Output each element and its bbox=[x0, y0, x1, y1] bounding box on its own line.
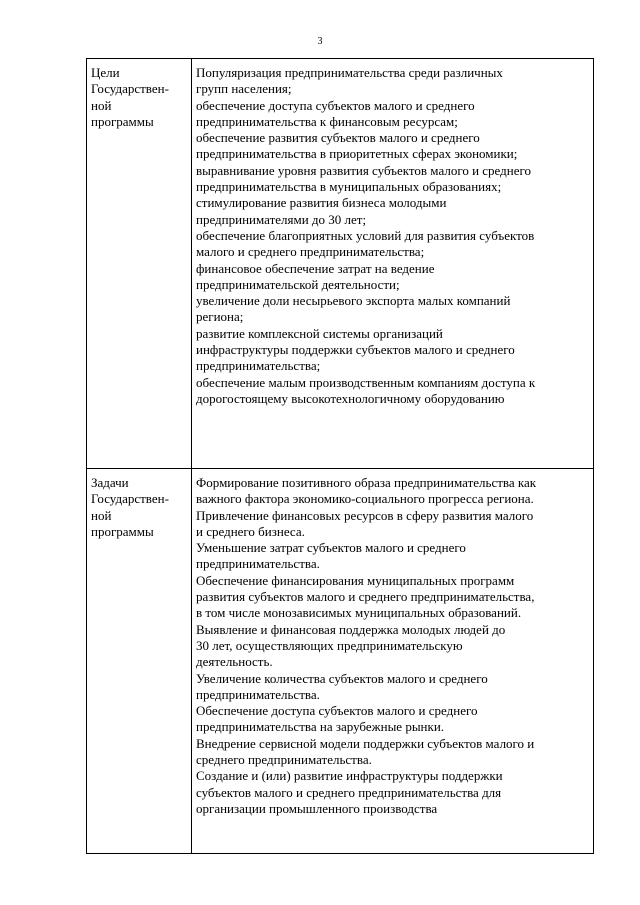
content-line: в том числе монозависимых муниципальных образований. bbox=[196, 605, 522, 621]
content-line: предпринимательства к финансовым ресурсам; bbox=[196, 113, 458, 129]
content-line: малого и среднего предпринимательства; bbox=[196, 244, 425, 260]
program-passport-table bbox=[86, 58, 594, 854]
content-line: предпринимательства. bbox=[196, 556, 320, 572]
content-line: предпринимательства в приоритетных сферах экономики; bbox=[196, 146, 518, 162]
content-line: групп населения; bbox=[196, 81, 292, 97]
content-line: Уменьшение затрат субъектов малого и среднего bbox=[196, 540, 466, 556]
row-label-goals bbox=[87, 59, 192, 469]
label-line: Задачи bbox=[91, 475, 129, 490]
content-line: Привлечение финансовых ресурсов в сферу развития малого bbox=[196, 507, 534, 523]
content-line: Выявление и финансовая поддержка молодых людей до bbox=[196, 621, 506, 637]
content-line: выравнивание уровня развития субъектов малого и среднего bbox=[196, 162, 532, 178]
content-line: дорогостоящему высокотехнологичному оборудованию bbox=[196, 390, 505, 406]
content-line: обеспечение малым производственным компаниям доступа к bbox=[196, 374, 536, 390]
content-line: предпринимательства; bbox=[196, 358, 321, 374]
content-line: обеспечение благоприятных условий для развития субъектов bbox=[196, 227, 535, 243]
label-line: ной bbox=[91, 507, 112, 523]
content-line: обеспечение развития субъектов малого и среднего bbox=[196, 130, 480, 146]
content-line: Внедрение сервисной модели поддержки субъектов малого и bbox=[196, 735, 535, 751]
row-label-tasks bbox=[87, 469, 192, 854]
content-line: Популяризация предпринимательства среди различных bbox=[196, 65, 503, 80]
content-line: субъектов малого и среднего предпринимательства для bbox=[196, 784, 502, 800]
content-line: предпринимательства. bbox=[196, 686, 320, 702]
label-line: Государствен- bbox=[91, 81, 169, 97]
content-line: предпринимателями до 30 лет; bbox=[196, 211, 367, 227]
content-line: 30 лет, осуществляющих предпринимательскую bbox=[196, 637, 463, 653]
content-line: важного фактора экономико-социального прогресса региона. bbox=[196, 491, 534, 507]
content-line: предпринимательства в муниципальных образованиях; bbox=[196, 179, 502, 195]
content-line: Создание и (или) развитие инфраструктуры поддержки bbox=[196, 768, 503, 784]
content-line: организации промышленного производства bbox=[196, 800, 438, 816]
table-row bbox=[87, 59, 594, 469]
content-line: предпринимательства на зарубежные рынки. bbox=[196, 719, 445, 735]
label-line: программы bbox=[91, 523, 154, 539]
content-line: деятельность. bbox=[196, 654, 273, 670]
content-line: Увеличение количества субъектов малого и среднего bbox=[196, 670, 488, 686]
content-line: развитие комплексной системы организаций bbox=[196, 325, 443, 341]
label-line: программы bbox=[91, 113, 154, 129]
content-line: Обеспечение доступа субъектов малого и среднего bbox=[196, 703, 478, 719]
label-line: Государствен- bbox=[91, 491, 169, 507]
content-line: финансовое обеспечение затрат на ведение bbox=[196, 260, 435, 276]
content-line: региона; bbox=[196, 309, 244, 325]
content-line: стимулирование развития бизнеса молодыми bbox=[196, 195, 447, 211]
table-row bbox=[87, 469, 594, 854]
content-line: и среднего бизнеса. bbox=[196, 523, 305, 539]
row-content-tasks bbox=[192, 469, 594, 854]
label-line: Цели bbox=[91, 65, 120, 80]
content-line: Обеспечение финансирования муниципальных программ bbox=[196, 572, 515, 588]
content-line: среднего предпринимательства. bbox=[196, 752, 372, 768]
content-line: инфраструктуры поддержки субъектов малого и среднего bbox=[196, 342, 515, 358]
row-content-goals bbox=[192, 59, 594, 469]
page-number: 3 bbox=[317, 36, 323, 47]
content-line: обеспечение доступа субъектов малого и среднего bbox=[196, 97, 475, 113]
label-line: ной bbox=[91, 97, 112, 113]
content-line: предпринимательской деятельности; bbox=[196, 276, 400, 292]
content-line: увеличение доли несырьевого экспорта малых компаний bbox=[196, 293, 511, 309]
content-line: Формирование позитивного образа предпринимательства как bbox=[196, 475, 537, 490]
content-line: развития субъектов малого и среднего предпринимательства, bbox=[196, 589, 535, 605]
